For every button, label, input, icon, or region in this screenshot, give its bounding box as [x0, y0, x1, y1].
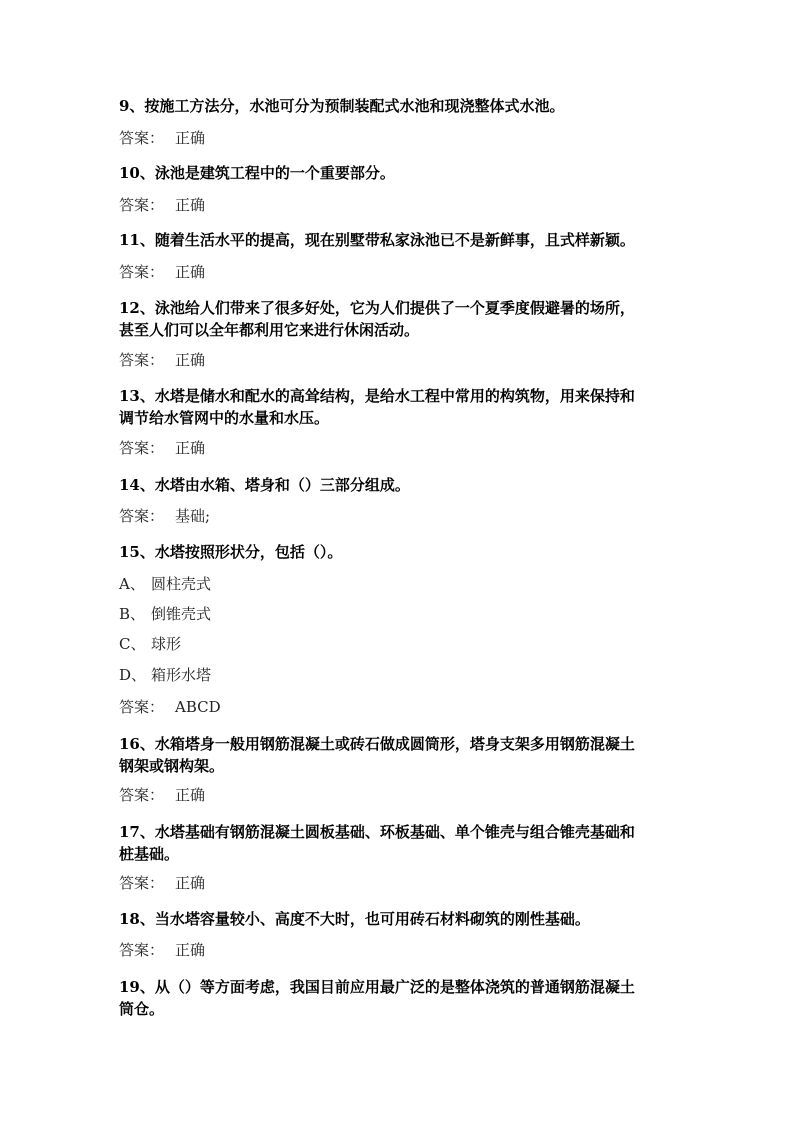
option-letter: A、 [119, 575, 145, 593]
question-16 [119, 733, 679, 777]
answer-value: 正确 [175, 941, 206, 959]
question-line: 16、水箱塔身一般用钢筋混凝土或砖石做成圆筒形，塔身支架多用钢筋混凝土 [119, 735, 635, 753]
question-line: 17、水塔基础有钢筋混凝土圆板基础、环板基础、单个锥壳与组合锥壳基础和 [119, 823, 635, 841]
question-line: 桩基础。 [119, 845, 180, 863]
answer-label: 答案： [119, 439, 165, 457]
question-13 [119, 385, 679, 429]
question-line: 12、泳池给人们带来了很多好处，它为人们提供了一个夏季度假避暑的场所， [119, 299, 635, 317]
answer-value: 基础; [175, 507, 211, 525]
answer-label: 答案： [119, 351, 165, 369]
answer-18 [119, 940, 679, 960]
answer-value: 正确 [175, 263, 206, 281]
answer-value: 正确 [175, 439, 206, 457]
option-letter: B、 [119, 605, 146, 623]
question-line: 10、泳池是建筑工程中的一个重要部分。 [119, 164, 395, 182]
question-19 [119, 976, 679, 1020]
question-line: 13、水塔是储水和配水的高耸结构，是给水工程中常用的构筑物，用来保持和 [119, 387, 635, 405]
answer-value: 正确 [175, 129, 206, 147]
question-line: 筒仓。 [119, 1000, 165, 1018]
option-letter: C、 [119, 635, 146, 653]
answer-value: 正确 [175, 351, 206, 369]
answer-value: 正确 [175, 786, 206, 804]
answer-label: 答案： [119, 786, 165, 804]
option-text: 倒锥壳式 [151, 605, 212, 623]
option-c [119, 634, 679, 654]
question-11 [119, 229, 679, 251]
option-b [119, 604, 679, 624]
answer-15 [119, 697, 679, 717]
answer-value: 正确 [175, 874, 206, 892]
answer-label: 答案： [119, 941, 165, 959]
answer-12 [119, 350, 679, 370]
answer-label: 答案： [119, 196, 165, 214]
answer-value: ABCD [175, 698, 221, 716]
question-line: 18、当水塔容量较小、高度不大时，也可用砖石材料砌筑的刚性基础。 [119, 910, 590, 928]
answer-label: 答案： [119, 263, 165, 281]
answer-11 [119, 262, 679, 282]
question-10 [119, 162, 679, 184]
question-17 [119, 821, 679, 865]
answer-17 [119, 873, 679, 893]
option-d [119, 665, 679, 685]
answer-value: 正确 [175, 196, 206, 214]
answer-9 [119, 128, 679, 148]
question-line: 钢架或钢构架。 [119, 757, 225, 775]
question-15 [119, 541, 679, 563]
answer-label: 答案： [119, 698, 165, 716]
question-line: 9、按施工方法分，水池可分为预制装配式水池和现浇整体式水池。 [119, 97, 565, 115]
answer-14 [119, 506, 679, 526]
question-line: 11、随着生活水平的提高，现在别墅带私家泳池已不是新鲜事，且式样新颖。 [119, 231, 635, 249]
question-line: 甚至人们可以全年都利用它来进行休闲活动。 [119, 321, 420, 339]
option-a [119, 574, 679, 594]
question-line: 15、水塔按照形状分，包括（）。 [119, 543, 343, 561]
answer-13 [119, 438, 679, 458]
question-12 [119, 297, 679, 341]
answer-label: 答案： [119, 129, 165, 147]
question-line: 调节给水管网中的水量和水压。 [119, 409, 330, 427]
answer-10 [119, 195, 679, 215]
question-18 [119, 908, 679, 930]
option-text: 箱形水塔 [151, 666, 212, 684]
question-line: 19、从（）等方面考虑，我国目前应用最广泛的是整体浇筑的普通钢筋混凝土 [119, 978, 635, 996]
answer-label: 答案： [119, 507, 165, 525]
question-14 [119, 474, 679, 496]
option-text: 圆柱壳式 [151, 575, 212, 593]
question-line: 14、水塔由水箱、塔身和（）三部分组成。 [119, 476, 410, 494]
question-9 [119, 95, 679, 117]
answer-16 [119, 785, 679, 805]
answer-label: 答案： [119, 874, 165, 892]
option-text: 球形 [151, 635, 182, 653]
option-letter: D、 [119, 666, 147, 684]
